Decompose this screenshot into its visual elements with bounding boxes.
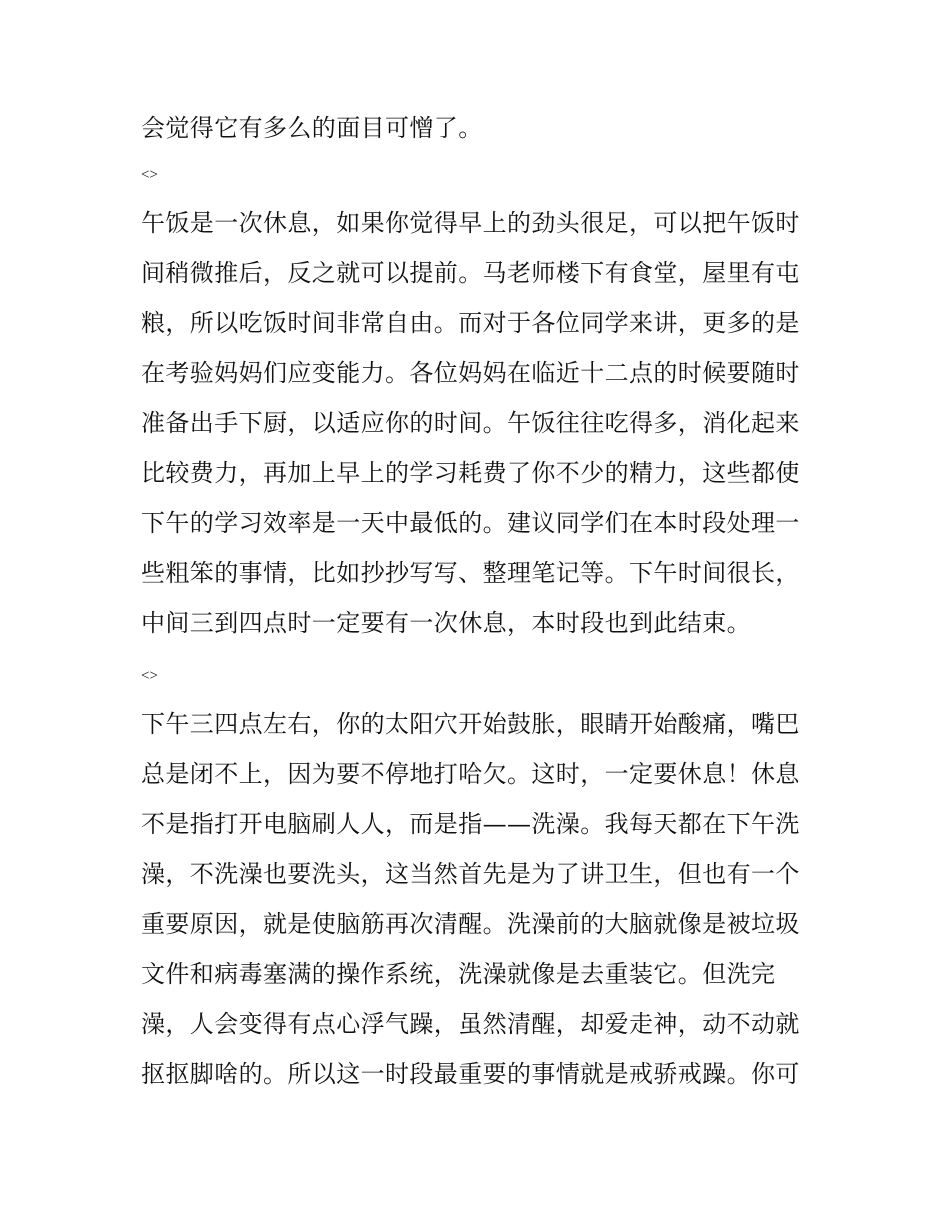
text-line: 不是指打开电脑刷人人，而是指——洗澡。我每天都在下午洗 xyxy=(141,810,800,838)
text-line: 重要原因，就是使脑筋再次清醒。洗澡前的大脑就像是被垃圾 xyxy=(141,910,800,938)
text-line: 下午三四点左右，你的太阳穴开始鼓胀，眼睛开始酸痛，嘴巴 xyxy=(141,710,800,738)
text-line: 总是闭不上，因为要不停地打哈欠。这时，一定要休息！休息 xyxy=(141,760,800,788)
text-line: 在考验妈妈们应变能力。各位妈妈在临近十二点的时候要随时 xyxy=(141,359,800,387)
section-separator: <> xyxy=(141,167,158,183)
text-line: 些粗笨的事情，比如抄抄写写、整理笔记等。下午时间很长， xyxy=(141,559,800,587)
text-line: 间稍微推后，反之就可以提前。马老师楼下有食堂，屋里有屯 xyxy=(141,259,800,287)
text-line: 下午的学习效率是一天中最低的。建议同学们在本时段处理一 xyxy=(141,509,800,537)
text-line: 粮，所以吃饭时间非常自由。而对于各位同学来讲，更多的是 xyxy=(141,309,800,337)
text-line: 准备出手下厨，以适应你的时间。午饭往往吃得多，消化起来 xyxy=(141,409,800,437)
text-line: 午饭是一次休息，如果你觉得早上的劲头很足，可以把午饭时 xyxy=(141,209,800,237)
text-line: 会觉得它有多么的面目可憎了。 xyxy=(141,114,483,142)
text-line: 文件和病毒塞满的操作系统，洗澡就像是去重装它。但洗完 xyxy=(141,960,776,988)
text-line: 中间三到四点时一定要有一次休息，本时段也到此结束。 xyxy=(141,609,751,637)
text-line: 抠抠脚啥的。所以这一时段最重要的事情就是戒骄戒躁。你可 xyxy=(141,1060,800,1088)
section-separator: <> xyxy=(141,668,158,684)
text-line: 澡，人会变得有点心浮气躁，虽然清醒，却爱走神，动不动就 xyxy=(141,1010,800,1038)
text-line: 澡，不洗澡也要洗头，这当然首先是为了讲卫生，但也有一个 xyxy=(141,860,800,888)
text-line: 比较费力，再加上早上的学习耗费了你不少的精力，这些都使 xyxy=(141,459,800,487)
